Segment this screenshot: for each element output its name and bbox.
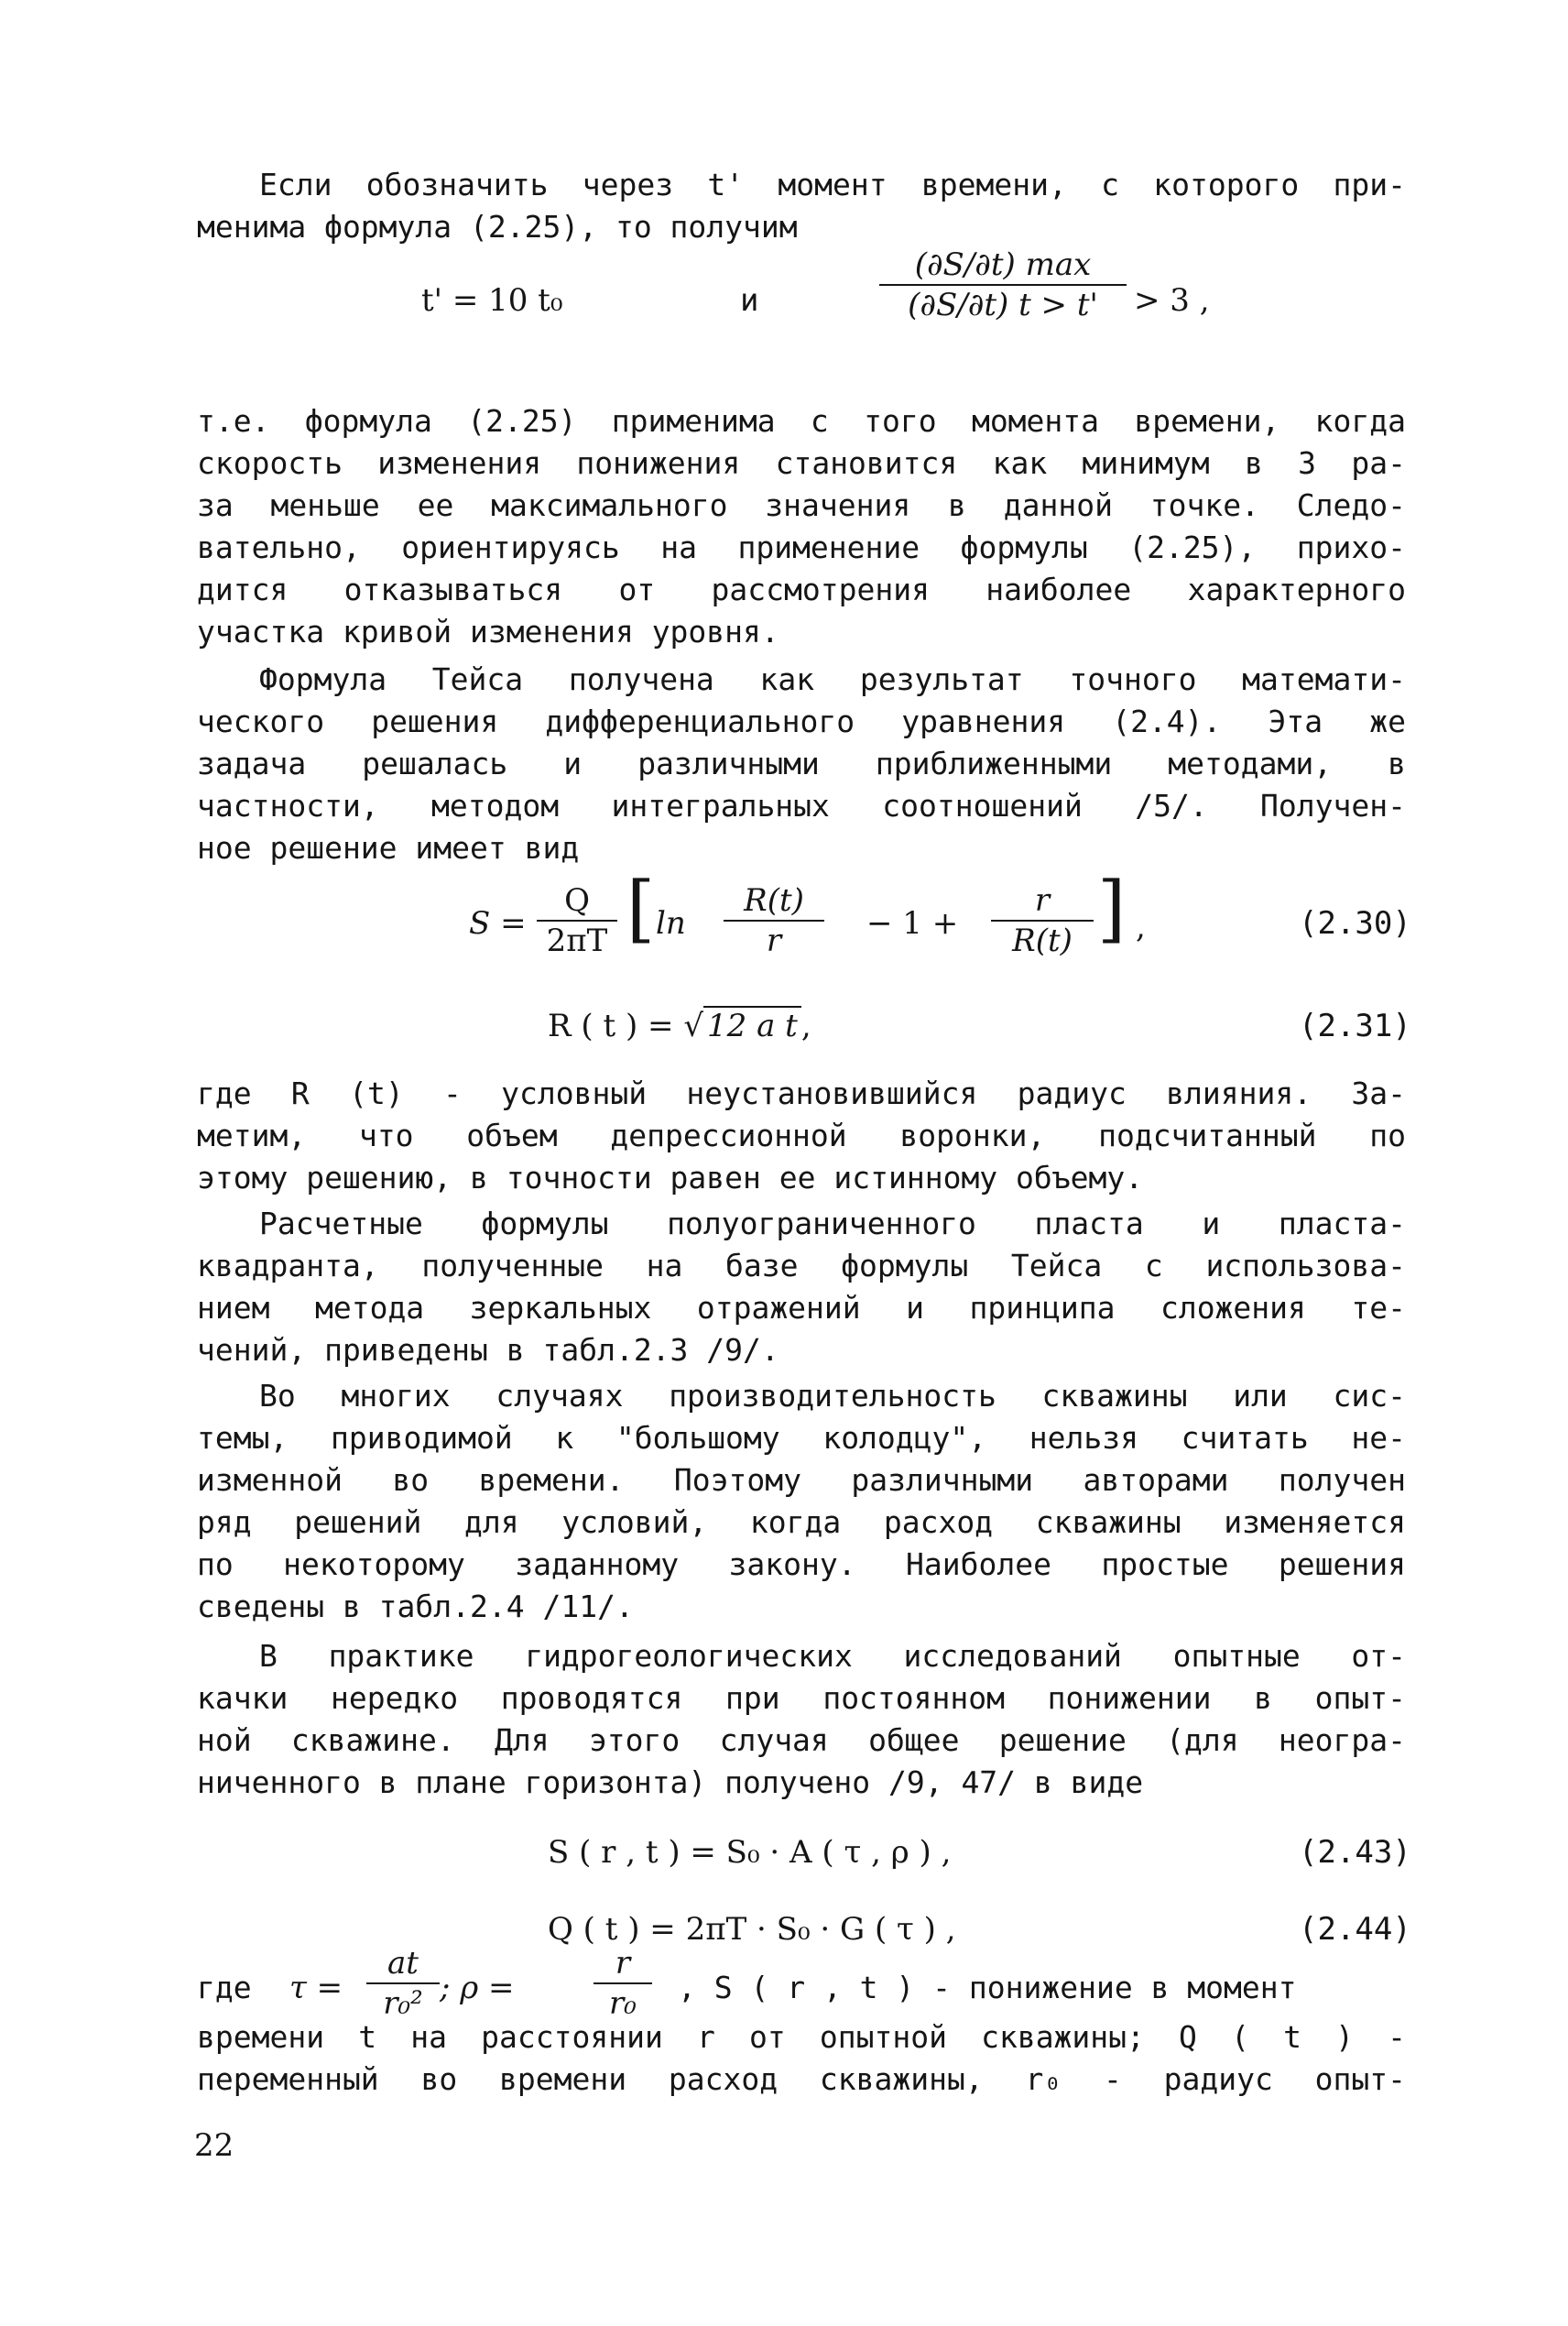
where-rho: ; ρ = (440, 1970, 515, 2006)
ratio-denominator: (∂S/∂t) t > t' (879, 284, 1127, 324)
text-line: сведены в табл.2.4 /11/. (197, 1589, 634, 1624)
text-line: качки нередко проводятся при постоянном понижении в опыт- (197, 1680, 1406, 1716)
where-tau-fraction (366, 1944, 440, 2023)
equation-number: (2.43) (1299, 1834, 1411, 1871)
equation-t-prime: t' = 10 t₀ (421, 282, 563, 319)
eq230-middle: − 1 + (866, 905, 959, 942)
eq243-formula: S ( r , t ) = S₀ · A ( τ , ρ ) , (548, 1834, 952, 1871)
text-line: менима формула (2.25), то получим (197, 209, 798, 245)
text-line: по некоторому заданному закону. Наиболее простые решения (197, 1546, 1406, 1582)
tau-denominator: r₀² (366, 1982, 440, 2023)
eq230-right-bracket: ] (1097, 866, 1127, 951)
equation-number: (2.30) (1299, 905, 1411, 942)
text-line: ной скважине. Для этого случая общее решение (для неогра- (197, 1722, 1406, 1758)
rho-denominator: r₀ (593, 1982, 652, 2023)
text-line: времени t на расстоянии r от опытной скважины; Q ( t ) - (197, 2019, 1406, 2055)
equation-number: (2.44) (1299, 1911, 1411, 1948)
text-line: ниченного в плане горизонта) получено /9, 47/ в виде (197, 1764, 1144, 1800)
text-line: изменной во времени. Поэтому различными авторами получен (197, 1462, 1406, 1498)
equation-conjunction: и (740, 282, 759, 319)
text-line: задача решалась и различными приближенными методами, в (197, 746, 1406, 781)
text-line: за меньше ее максимального значения в данной точке. Следо- (197, 487, 1406, 523)
eq230-lhs: S = (469, 905, 527, 942)
text-line: нием метода зеркальных отражений и принципа сложения те- (197, 1290, 1406, 1326)
eq230-f2-denominator: r (724, 920, 824, 960)
eq230-ln: ln (656, 905, 686, 942)
text-line: чений, приведены в табл.2.3 /9/. (197, 1332, 779, 1368)
text-line: переменный во времени расход скважины, r₀ - радиус опыт- (197, 2061, 1406, 2097)
text-line: скорость изменения понижения становится как минимум в 3 ра- (197, 445, 1406, 481)
eq230-f3-denominator: R(t) (991, 920, 1094, 960)
tau-numerator: at (387, 1945, 419, 1982)
text-line: темы, приводимой к "большому колодцу", нельзя считать не- (197, 1420, 1406, 1456)
eq230-f1-denominator: 2πT (537, 920, 617, 960)
where-rest: , S ( r , t ) - понижение в момент (678, 1970, 1297, 2005)
equation-inequality: > 3 , (1134, 282, 1210, 319)
text-line: Расчетные формулы полуограниченного пласта и пласта- (259, 1206, 1406, 1241)
text-line: Во многих случаях производительность скважины или сис- (259, 1378, 1406, 1414)
text-line: метим, что объем депрессионной воронки, подсчитанный по (197, 1118, 1406, 1153)
eq231-lhs: R ( t ) = (548, 1008, 684, 1044)
text-line: ряд решений для условий, когда расход скважины изменяется (197, 1504, 1406, 1540)
text-line: В практике гидрогеологических исследований опытные от- (259, 1638, 1406, 1674)
eq231-tail: , (800, 1008, 811, 1044)
where-rho-fraction (593, 1944, 652, 2023)
equation-ratio (879, 246, 1127, 324)
eq230-tail: , (1136, 909, 1146, 945)
ratio-numerator: (∂S/∂t) max (914, 246, 1092, 283)
text-line: квадранта, полученные на базе формулы Тейса с использова- (197, 1248, 1406, 1283)
eq230-fraction-q (537, 881, 617, 960)
rho-numerator: r (615, 1945, 631, 1982)
text-line: где R (t) - условный неустановившийся радиус влияния. За- (197, 1076, 1406, 1111)
text-line: Формула Тейса получена как результат точного математи- (259, 661, 1406, 697)
eq230-f3-numerator: r (1034, 882, 1051, 919)
equation-number: (2.31) (1299, 1008, 1411, 1044)
text-line: т.е. формула (2.25) применима с того момента времени, когда (197, 403, 1406, 439)
eq231-formula: R ( t ) = √ 12 a t , (548, 1008, 811, 1044)
page-number: 22 (194, 2127, 234, 2164)
text-line: Если обозначить через t' момент времени, с которого при- (259, 167, 1406, 202)
eq230-f2-numerator: R(t) (744, 882, 804, 919)
text-line: ное решение имеет вид (197, 830, 580, 866)
text-line: вательно, ориентируясь на применение формулы (2.25), прихо- (197, 530, 1406, 565)
eq230-fraction-rr (991, 881, 1094, 960)
where-tau: τ = (289, 1970, 343, 2006)
text-line: участка кривой изменения уровня. (197, 614, 779, 650)
eq230-left-bracket: [ (626, 866, 656, 951)
where-lead: где (197, 1970, 252, 2005)
eq231-radicand: 12 a t (703, 1006, 801, 1044)
text-line: частности, методом интегральных соотношений /5/. Получен- (197, 788, 1406, 824)
eq230-fraction-r (724, 881, 824, 960)
eq244-formula: Q ( t ) = 2πT · S₀ · G ( τ ) , (548, 1911, 956, 1948)
eq230-f1-numerator: Q (564, 882, 590, 919)
text-line: ческого решения дифференциального уравнения (2.4). Эта же (197, 704, 1406, 739)
text-line: этому решению, в точности равен ее истинному объему. (197, 1160, 1144, 1196)
text-line: дится отказываться от рассмотрения наиболее характерного (197, 572, 1406, 607)
